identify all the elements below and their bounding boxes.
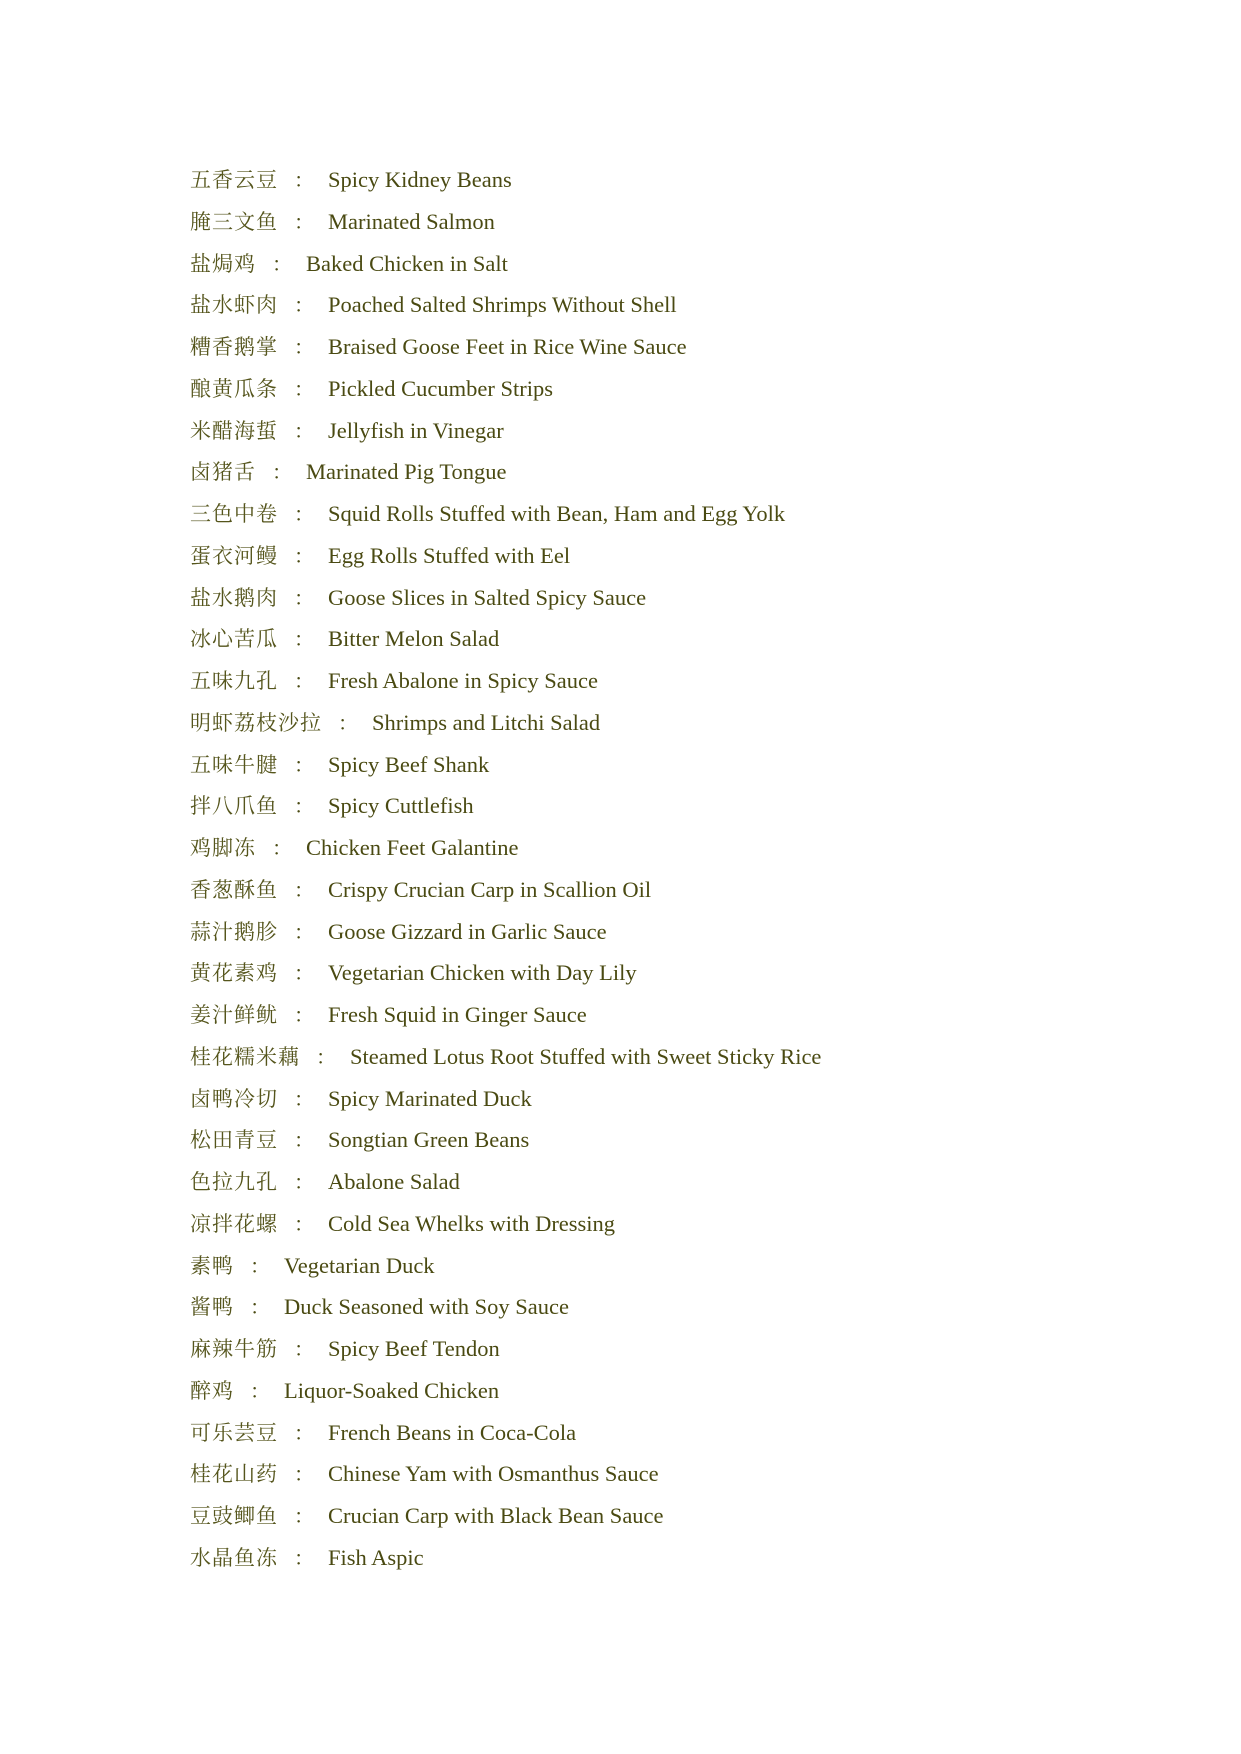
- dish-chinese-name: 盐焗鸡: [190, 251, 256, 276]
- dish-chinese-name: 卤猪舌: [190, 460, 256, 485]
- separator: ：: [272, 253, 292, 276]
- separator: ：: [294, 963, 314, 986]
- dish-row: [190, 1453, 821, 1495]
- dish-english-name: Marinated Salmon: [328, 208, 495, 234]
- dish-chinese-name: 色拉九孔: [190, 1170, 278, 1194]
- dish-row: [190, 577, 821, 619]
- dish-chinese-name: 凉拌花螺: [190, 1211, 278, 1236]
- dish-row: [190, 1328, 821, 1370]
- separator: ：: [294, 671, 314, 693]
- dish-chinese-name: 蒜汁鹅胗: [190, 919, 278, 944]
- dish-english-name: Steamed Lotus Root Stuffed with Sweet Sticky Rice: [350, 1043, 822, 1069]
- dish-chinese-name: 香葱酥鱼: [190, 877, 278, 902]
- dish-english-name: Abalone Salad: [328, 1169, 460, 1194]
- dish-row: [190, 535, 821, 577]
- dish-english-name: French Beans in Coca-Cola: [328, 1419, 577, 1445]
- dish-row: [190, 1537, 821, 1579]
- dish-chinese-name: 蛋衣河鳗: [190, 543, 278, 568]
- dish-row: [190, 1078, 821, 1120]
- dish-row: [190, 284, 821, 326]
- dish-row: [190, 1036, 821, 1078]
- dish-list: [190, 159, 821, 1579]
- dish-english-name: Fresh Squid in Ginger Sauce: [328, 1002, 587, 1027]
- dish-english-name: Poached Salted Shrimps Without Shell: [328, 292, 677, 318]
- separator: ：: [294, 754, 314, 777]
- dish-row: [190, 1245, 821, 1287]
- separator: ：: [316, 1046, 336, 1069]
- dish-chinese-name: 鸡脚冻: [190, 836, 256, 860]
- dish-english-name: Spicy Cuttlefish: [328, 793, 474, 819]
- separator: ：: [272, 462, 292, 485]
- dish-chinese-name: 酿黄瓜条: [190, 376, 278, 401]
- dish-english-name: Spicy Beef Shank: [328, 751, 490, 777]
- dish-english-name: Bitter Melon Salad: [328, 626, 500, 652]
- separator: ：: [294, 921, 314, 944]
- separator: ：: [250, 1255, 270, 1278]
- dish-english-name: Goose Gizzard in Garlic Sauce: [328, 918, 607, 944]
- separator: ：: [294, 378, 314, 401]
- dish-row: [190, 618, 821, 660]
- dish-chinese-name: 五香云豆: [190, 168, 278, 192]
- dish-chinese-name: 明虾荔枝沙拉: [190, 710, 322, 735]
- dish-row: [190, 1412, 821, 1454]
- dish-row: [190, 1370, 821, 1412]
- dish-chinese-name: 盐水鹅肉: [190, 585, 278, 610]
- dish-row: [190, 201, 821, 243]
- dish-english-name: Vegetarian Chicken with Day Lily: [328, 960, 637, 986]
- dish-chinese-name: 素鸭: [190, 1253, 234, 1278]
- dish-chinese-name: 米醋海蜇: [190, 418, 278, 443]
- separator: ：: [294, 1547, 314, 1570]
- dish-english-name: Shrimps and Litchi Salad: [372, 709, 601, 735]
- dish-english-name: Fish Aspic: [328, 1544, 424, 1570]
- dish-english-name: Songtian Green Beans: [328, 1127, 530, 1153]
- dish-english-name: Baked Chicken in Salt: [306, 250, 508, 276]
- dish-english-name: Crucian Carp with Black Bean Sauce: [328, 1503, 664, 1528]
- dish-english-name: Liquor-Soaked Chicken: [284, 1377, 500, 1403]
- dish-row: [190, 1161, 821, 1203]
- dish-chinese-name: 三色中卷: [190, 502, 278, 526]
- separator: ：: [294, 1422, 314, 1445]
- dish-english-name: Goose Slices in Salted Spicy Sauce: [328, 584, 647, 610]
- dish-chinese-name: 松田青豆: [190, 1128, 278, 1153]
- dish-english-name: Fresh Abalone in Spicy Sauce: [328, 668, 598, 693]
- separator: ：: [294, 504, 314, 526]
- dish-english-name: Pickled Cucumber Strips: [328, 375, 553, 401]
- dish-row: [190, 1203, 821, 1245]
- dish-chinese-name: 糟香鹅掌: [190, 335, 278, 359]
- dish-english-name: Duck Seasoned with Soy Sauce: [284, 1294, 569, 1320]
- separator: ：: [294, 1130, 314, 1153]
- separator: ：: [338, 712, 358, 735]
- separator: ：: [294, 211, 314, 234]
- separator: ：: [294, 337, 314, 359]
- separator: ：: [294, 879, 314, 902]
- dish-english-name: Braised Goose Feet in Rice Wine Sauce: [328, 334, 687, 359]
- dish-english-name: Cold Sea Whelks with Dressing: [328, 1210, 616, 1236]
- dish-english-name: Squid Rolls Stuffed with Bean, Ham and Egg Yolk: [328, 501, 786, 526]
- dish-chinese-name: 醉鸡: [190, 1378, 234, 1403]
- dish-english-name: Spicy Beef Tendon: [328, 1336, 500, 1361]
- dish-english-name: Crispy Crucian Carp in Scallion Oil: [328, 876, 652, 902]
- dish-row: [190, 827, 821, 869]
- separator: ：: [250, 1380, 270, 1403]
- dish-row: [190, 410, 821, 452]
- separator: ：: [294, 545, 314, 568]
- dish-chinese-name: 冰心苦瓜: [190, 627, 278, 652]
- dish-row: [190, 1286, 821, 1328]
- dish-chinese-name: 腌三文鱼: [190, 209, 278, 234]
- dish-english-name: Vegetarian Duck: [284, 1252, 435, 1278]
- dish-chinese-name: 黄花素鸡: [190, 961, 278, 986]
- separator: ：: [272, 838, 292, 860]
- dish-row: [190, 702, 821, 744]
- dish-row: [190, 1119, 821, 1161]
- dish-chinese-name: 卤鸭冷切: [190, 1086, 278, 1111]
- separator: ：: [294, 1172, 314, 1194]
- dish-row: [190, 493, 821, 535]
- dish-chinese-name: 麻辣牛筋: [190, 1337, 278, 1361]
- dish-chinese-name: 豆豉鲫鱼: [190, 1504, 278, 1528]
- dish-row: [190, 368, 821, 410]
- separator: ：: [294, 1213, 314, 1236]
- dish-row: [190, 159, 821, 201]
- separator: ：: [294, 170, 314, 192]
- dish-chinese-name: 酱鸭: [190, 1295, 234, 1320]
- dish-english-name: Chicken Feet Galantine: [306, 835, 519, 860]
- separator: ：: [294, 1464, 314, 1487]
- separator: ：: [294, 796, 314, 819]
- dish-chinese-name: 盐水虾肉: [190, 293, 278, 318]
- dish-row: [190, 785, 821, 827]
- separator: ：: [294, 1506, 314, 1528]
- separator: ：: [294, 629, 314, 652]
- separator: ：: [294, 1339, 314, 1361]
- dish-row: [190, 1495, 821, 1537]
- dish-english-name: Spicy Marinated Duck: [328, 1085, 532, 1111]
- dish-chinese-name: 可乐芸豆: [190, 1420, 278, 1445]
- dish-row: [190, 911, 821, 953]
- dish-chinese-name: 水晶鱼冻: [190, 1545, 278, 1570]
- dish-english-name: Spicy Kidney Beans: [328, 167, 512, 192]
- dish-row: [190, 994, 821, 1036]
- dish-row: [190, 660, 821, 702]
- dish-chinese-name: 姜汁鲜鱿: [190, 1003, 278, 1027]
- dish-chinese-name: 桂花山药: [190, 1462, 278, 1487]
- dish-row: [190, 952, 821, 994]
- dish-english-name: Egg Rolls Stuffed with Eel: [328, 542, 571, 568]
- separator: ：: [294, 295, 314, 318]
- dish-row: [190, 326, 821, 368]
- dish-row: [190, 869, 821, 911]
- dish-chinese-name: 拌八爪鱼: [190, 794, 278, 819]
- dish-english-name: Marinated Pig Tongue: [306, 459, 507, 485]
- dish-row: [190, 451, 821, 493]
- separator: ：: [294, 1005, 314, 1027]
- dish-english-name: Jellyfish in Vinegar: [328, 417, 504, 443]
- dish-row: [190, 744, 821, 786]
- dish-english-name: Chinese Yam with Osmanthus Sauce: [328, 1461, 659, 1487]
- separator: ：: [294, 1088, 314, 1111]
- dish-row: [190, 243, 821, 285]
- dish-chinese-name: 五味牛腱: [190, 752, 278, 777]
- dish-chinese-name: 桂花糯米藕: [190, 1044, 300, 1069]
- separator: ：: [294, 420, 314, 443]
- dish-chinese-name: 五味九孔: [190, 669, 278, 693]
- separator: ：: [250, 1297, 270, 1320]
- separator: ：: [294, 587, 314, 610]
